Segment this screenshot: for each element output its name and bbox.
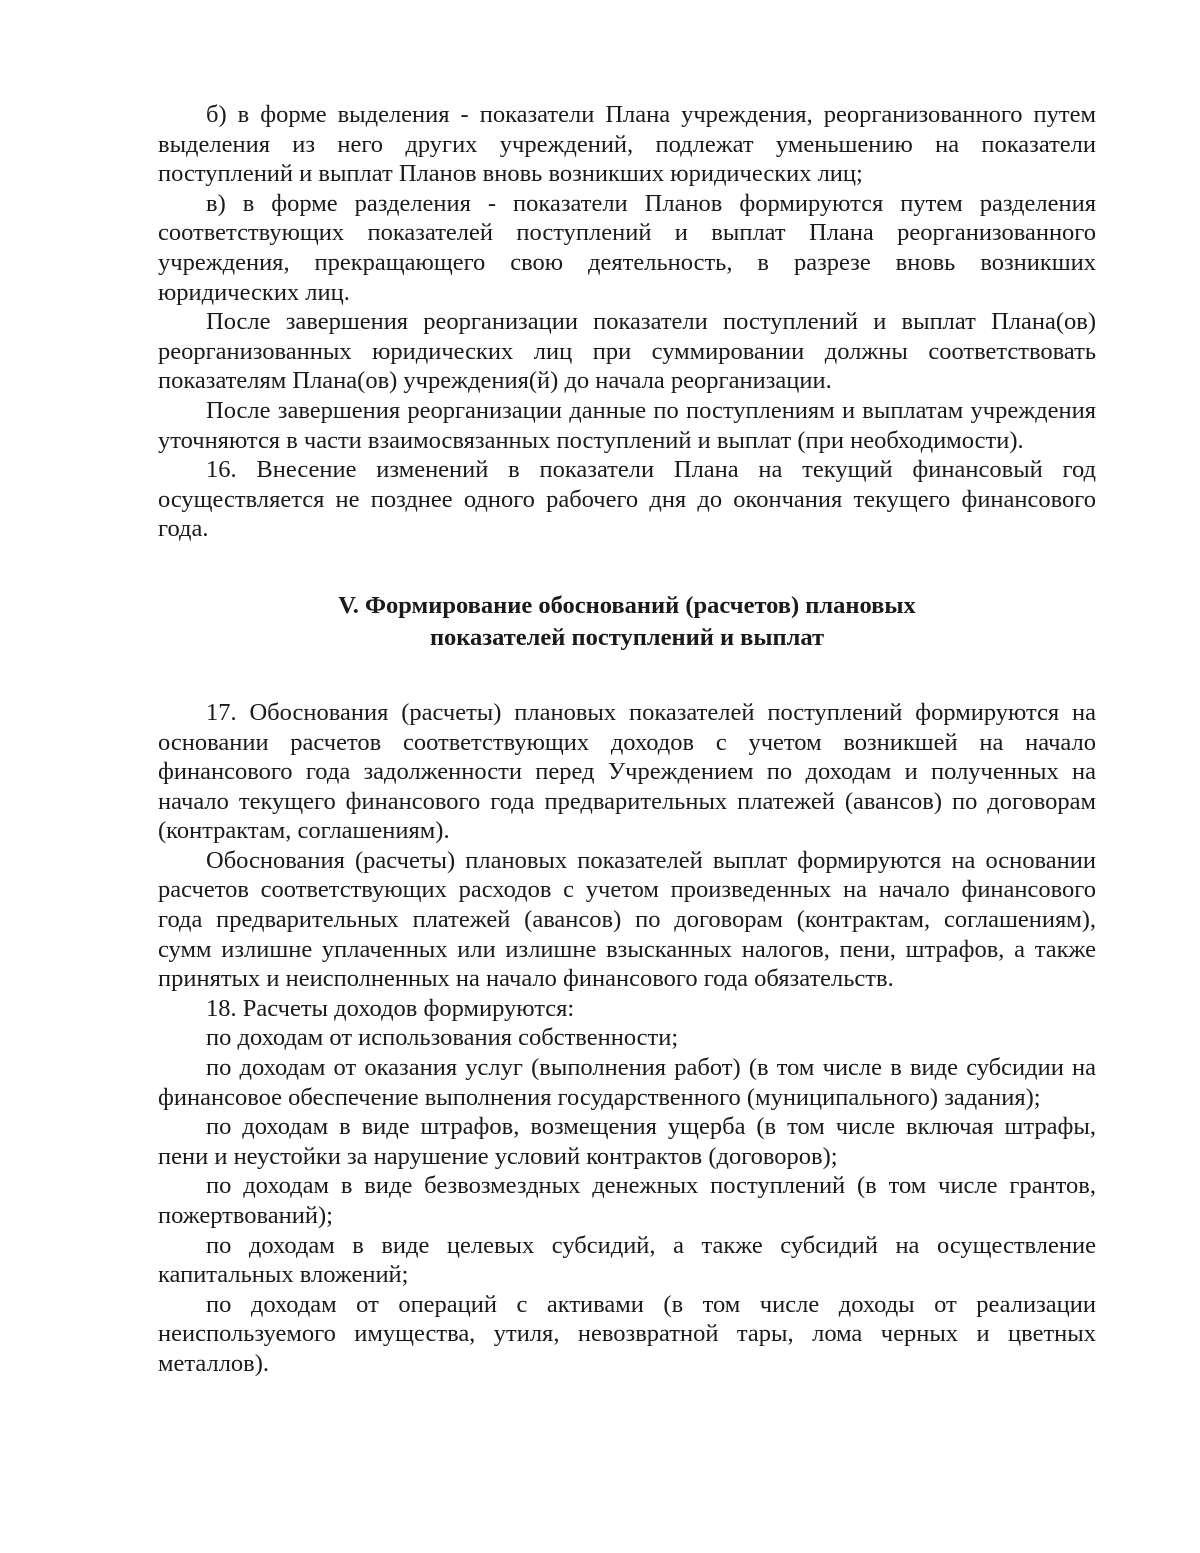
paragraph-item-17: 17. Обоснования (расчеты) плановых показателей поступлений формируются на основании расчетов соответствующих доходов с учетом возникшей на начало финансового года задолженности перед Учреждением по доходам и полученных на начало текущего финансового года предварительных платежей (авансов) по договорам (контрактам, соглашениям). [158,698,1096,845]
list-item-target-subsidies-income: по доходам в виде целевых субсидий, а также субсидий на осуществление капитальных вложений; [158,1231,1096,1289]
list-item-property-income: по доходам от использования собственности; [206,1024,679,1052]
paragraph-expense-justification: Обоснования (расчеты) плановых показателей выплат формируются на основании расчетов соответствующих расходов с учетом произведенных на начало финансового года предварительных платежей (авансов) по договорам (контрактам, соглашениям), сумм излишне уплаченных или излишне взысканных налогов, пени, штрафов, а также принятых и неисполненных на начало финансового года обязательств. [158,846,1096,993]
paragraph-reorg-vydelenie: б) в форме выделения - показатели Плана учреждения, реорганизованного путем выделения из него других учреждений, подлежат уменьшению на показатели поступлений и выплат Планов вновь возникших юридических лиц; [158,101,1096,188]
paragraph-after-reorg-clarification: После завершения реорганизации данные по поступлениям и выплатам учреждения уточняются в части взаимосвязанных поступлений и выплат (при необходимости). [158,396,1096,454]
paragraph-item-18: 18. Расчеты доходов формируются: [206,994,575,1022]
section-heading [158,590,1096,654]
list-item-grants-income: по доходам в виде безвозмездных денежных поступлений (в том числе грантов, пожертвований); [158,1172,1096,1229]
list-item-assets-income: по доходам от операций с активами (в том числе доходы от реализации неиспользуемого имущества, утиля, невозвратной тары, лома черных и цветных металлов). [158,1290,1096,1377]
list-item-services-income: по доходам от оказания услуг (выполнения работ) (в том числе в виде субсидии на финансовое обеспечение выполнения государственного (муниципального) задания); [158,1054,1096,1111]
paragraph-item-16: 16. Внесение изменений в показатели Плана на текущий финансовый год осуществляется не позднее одного рабочего дня до окончания текущего финансового года. [158,456,1096,543]
section-heading-line-1: V. Формирование обоснований (расчетов) плановых [338,591,916,619]
paragraph-after-reorg-summing: После завершения реорганизации показатели поступлений и выплат Плана(ов) реорганизованных юридических лиц при суммировании должны соответствовать показателям Плана(ов) учреждения(й) до начала реорганизации. [158,308,1096,395]
list-item-fines-income: по доходам в виде штрафов, возмещения ущерба (в том числе включая штрафы, пени и неустойки за нарушение условий контрактов (договоров); [158,1113,1096,1170]
paragraph-reorg-razdelenie: в) в форме разделения - показатели Планов формируются путем разделения соответствующих показателей поступлений и выплат Плана реорганизованного учреждения, прекращающего свою деятельность, в разрезе вновь возникших юридических лиц. [158,189,1096,306]
section-heading-line-2: показателей поступлений и выплат [429,623,825,651]
document-body [158,100,1096,1379]
